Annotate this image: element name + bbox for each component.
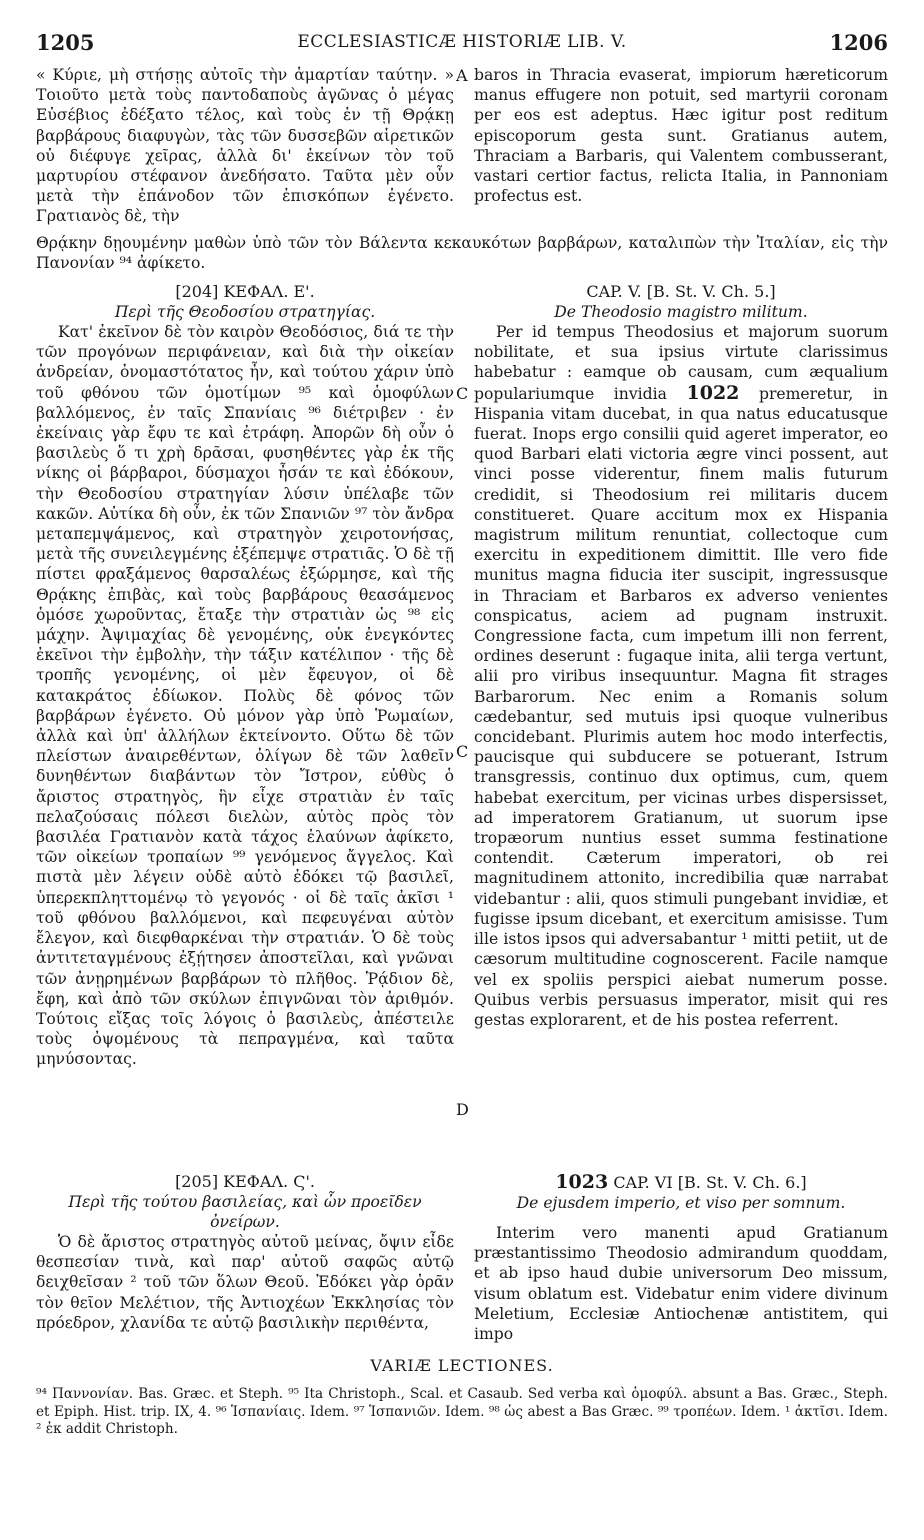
greek-chapter-5 <box>36 282 454 1070</box>
latin-chapter-5-text-a: Per id tempus Theodosius et majorum suorum nobilitate, et sua ipsius virtute clarissimus habebatur : eamque ob causam, cum æqualium populariumque invidia <box>474 323 888 403</box>
column-number-1022: 1022 <box>686 381 740 404</box>
latin-chapter-6-text: Interim vero manenti apud Gratianum præstantissimo Theodosio admirandum quoddam, et ab ipso haud dubie universorum Deo missum, visum oblatum est. Videbatur enim videre divinum Meletium, Ecclesiæ Antiochenæ antistitem, qui impo <box>474 1224 888 1344</box>
variae-lectiones-text: ⁹⁴ Παννονίαν. Bas. Græc. et Steph. ⁹⁵ Ita Christoph., Scal. et Casaub. Sed verba καὶ ὁμοφύλ. absunt a Bas. Græc., Steph. et Epiph. Hist. trip. IX, 4. ⁹⁶ Ἱσπανίαις. Idem. ⁹⁷ Ἱσπανιῶν. Idem. ⁹⁸ ὡς abest a Bas Græc. ⁹⁹ τροπέων. Idem. ¹ ἀκτῖσι. Idem. ² ἐκ addit Christoph. <box>36 1386 888 1437</box>
latin-continuation <box>474 65 888 206</box>
margin-marker-c1: C <box>456 384 469 403</box>
greek-chapter-5-heading: [204] ΚΕΦΑΛ. Ε'. <box>175 282 315 301</box>
variae-lectiones-title: VARIÆ LECTIONES. <box>370 1356 554 1375</box>
greek-chapter-6-subtitle: Περὶ τῆς τούτου βασιλείας, καὶ ὧν προεῖδεν ὀνείρων. <box>68 1193 422 1231</box>
margin-marker-a: A <box>456 66 468 85</box>
latin-chapter-5-subtitle: De Theodosio magistro militum. <box>554 303 808 321</box>
margin-marker-c2: C <box>456 742 469 761</box>
greek-chapter-6 <box>36 1172 454 1333</box>
page-number-left: 1205 <box>36 30 95 55</box>
greek-spanning-line: Θρᾴκην δῃουμένην μαθὼν ὑπὸ τῶν τὸν Βάλεντα κεκαυκότων βαρβάρων, καταλιπὼν τὴν Ἰταλίαν, εἰς τὴν Πανονίαν ⁹⁴ ἀφίκετο. <box>36 234 888 273</box>
page-number-right: 1206 <box>829 30 888 55</box>
column-number-1023: 1023 <box>555 1171 609 1193</box>
greek-continuation-text: « Κύριε, μὴ στήσῃς αὐτοῖς τὴν ἁμαρτίαν ταύτην. » Τοιοῦτο μετὰ τοὺς παντοδαποὺς ἀγῶνας ὁ μέγας Εὐσέβιος ἐδέξατο τέλος, καὶ τοὺς ἐν τῇ Θρᾴκῃ βαρβάρους διαφυγὼν, τὰς τῶν δυσσεβῶν αἱρετικῶν οὐ διέφυγε χεῖρας, ἀλλὰ δι' ἐκείνων τὸν τοῦ μαρτυρίου στέφανον ἀνεδήσατο. Ταῦτα μὲν οὖν μετὰ τὴν ἐπάνοδον τῶν ἐπισκόπων ἐγένετο. Γρατιανὸς δὲ, τὴν <box>36 66 454 226</box>
greek-chapter-5-subtitle: Περὶ τῆς Θεοδοσίου στρατηγίας. <box>114 303 376 321</box>
latin-chapter-5 <box>474 282 888 1030</box>
latin-chapter-5-heading: CAP. V. [B. St. V. Ch. 5.] <box>586 282 776 301</box>
latin-chapter-6-subtitle: De ejusdem imperio, et viso per somnum. <box>516 1194 846 1212</box>
page-header <box>36 30 888 58</box>
margin-marker-d: D <box>456 1100 469 1119</box>
greek-continuation <box>36 65 454 227</box>
greek-chapter-5-text: Κατ' ἐκεῖνον δὲ τὸν καιρὸν Θεοδόσιος, διά τε τὴν τῶν προγόνων περιφάνειαν, καὶ διὰ τὴν οἰκείαν ἀνδρείαν, ὀνομαστότατος ἦν, καὶ τούτου χάριν ὑπὸ τοῦ φθόνου τῶν ὁμοτίμων ⁹⁵ καὶ ὁμοφύλων βαλλόμενος, ἐν ταῖς Σπανίαις ⁹⁶ διέτριβεν · ἐν ἐκείναις γὰρ ἔφυ τε καὶ ἐτράφη. Ἀπορῶν δὴ οὖν ὁ βασιλεὺς ὅ τι χρὴ δρᾶσαι, φυσηθέντες γὰρ ἐκ τῆς νίκης οἱ βάρβαροι, δύσμαχοι ἦσάν τε καὶ ἐδόκουν, τὴν Θεοδοσίου στρατηγίαν λύσιν ὑπέλαβε τῶν κακῶν. Αὐτίκα δὴ οὖν, ἐκ τῶν Σπανιῶν ⁹⁷ τὸν ἄνδρα μεταπεμψάμενος, καὶ στρατηγὸν χειροτονήσας, μετὰ τῆς συνειλεγμένης ἐξέπεμψε στρατιᾶς. Ὁ δὲ τῇ πίστει φραξάμενος θαρσαλέως ἐξώρμησε, καὶ τῆς Θρᾴκης ἐπιβὰς, καὶ τοὺς βαρβάρους θεασάμενος ὁμόσε χωροῦντας, ἔταξε τὴν στρατιὰν ὡς ⁹⁸ εἰς μάχην. Ἀψιμαχίας δὲ γενομένης, οὐκ ἐνεγκόντες ἐκεῖνοι τὴν ἐμβολὴν, τὴν τάξιν κατέλιπον · τῆς δὲ τροπῆς γενομένης, οἱ μὲν ἔφευγον, οἱ δὲ κατακράτος ἐδίωκον. Πολὺς δὲ φόνος τῶν βαρβάρων ἐγένετο. Οὐ μόνον γὰρ ὑπὸ Ῥωμαίων, ἀλλὰ καὶ ὑπ' ἀλλήλων ἐκτείνοντο. Οὕτω δὲ τῶν πλείστων ἀναιρεθέντων, ὀλίγων δὲ τῶν λαθεῖν δυνηθέντων διαβάντων τὸν Ἴστρον, εὐθὺς ὁ ἄριστος στρατηγὸς, ἣν εἶχε στρατιὰν ἐν ταῖς πελαζούσαις πόλεσι διελὼν, αὐτὸς πρὸς τὸν βασιλέα Γρατιανὸν κατὰ τάχος ἐλαύνων ἀφίκετο, τῶν οἰκείων τροπαίων ⁹⁹ γενόμενος ἄγγελος. Καὶ πιστὰ μὲν λέγειν οὐδὲ αὐτὸ ἐδόκει τῷ βασιλεῖ, ὑπερεκπληττομένῳ τὸ γεγονός · οἱ δὲ ταῖς ἀκῖσι ¹ τοῦ φθόνου βαλλόμενοι, καὶ πεφευγέναι αὐτὸν ἔλεγον, καὶ διεφθαρκέναι τὴν στρατιάν. Ὁ δὲ τοὺς ἀντιτεταγμένους ἐξῄτησεν ἀποστεῖλαι, καὶ γνῶναι τῶν ἀνῃρημένων βαρβάρων τὸ πλῆθος. Ῥᾴδιον δὲ, ἔφη, καὶ ἀπὸ τῶν σκύλων ἐπιγνῶναι τὸν ἀριθμόν. Τούτοις εἴξας τοῖς λόγοις ὁ βασιλεὺς, ἀπέστειλε τοὺς ὀψομένους τὰ πεπραγμένα, καὶ ταῦτα μηνύσοντας. <box>36 323 454 1069</box>
variae-lectiones <box>36 1386 888 1439</box>
latin-chapter-5-text <box>474 322 888 1030</box>
greek-chapter-6-heading: [205] ΚΕΦΑΛ. Ϛ'. <box>175 1172 315 1191</box>
latin-chapter-6 <box>474 1172 888 1344</box>
greek-chapter-6-text: Ὁ δὲ ἄριστος στρατηγὸς αὐτοῦ μείνας, ὄψιν εἶδε θεσπεσίαν τινὰ, καὶ παρ' αὐτοῦ σαφῶς αὐτῷ δειχθεῖσαν ² τοῦ τῶν ὅλων Θεοῦ. Ἐδόκει γὰρ ὁρᾶν τὸν θεῖον Μελέτιον, τῆς Ἀντιοχέων Ἐκκλησίας τὸν πρόεδρον, χλανίδα τε αὐτῷ βασιλικὴν περιθέντα, <box>36 1233 454 1332</box>
running-title: ECCLESIASTICÆ HISTORIÆ LIB. V. <box>297 32 627 52</box>
latin-chapter-6-heading-text: CAP. VI [B. St. V. Ch. 6.] <box>613 1173 807 1192</box>
latin-continuation-text: baros in Thracia evaserat, impiorum hæreticorum manus effugere non potuit, sed martyrii coronam per eos est adeptus. Hæc igitur post reditum episcoporum gesta sunt. Gratianus autem, Thraciam a Barbaris, qui Valentem combusserant, vastari certior factus, relicta Italia, in Pannoniam profectus est. <box>474 66 888 206</box>
latin-chapter-5-text-b: premeretur, in Hispania vitam ducebat, in qua natus educatusque fuerat. Inops ergo consilii quid ageret imperator, eo quod Barbari elati victoria ægre vinci possent, aut vinci posse viderentur, finem malis futurum credidit, si Theodosium rei militaris ducem constitueret. Quare accitum mox ex Hispania magistrum militum renuntiat, collectoque cum exercitu in expeditionem dimittit. Ille vero fide munitus magna fiducia iter suscipit, ingressusque in Thraciam et Barbaros ex adverso venientes conspicatus, aciem ad pugnam instruxit. Congressione facta, cum impetum illi non ferrent, ordines deserunt : fugaque inita, alii terga vertunt, alii pro viribus insequuntur. Magna fit strages Barbarorum. Nec enim a Romanis solum cædebantur, sed mutuis ipsi quoque vulneribus concidebant. Plurimis autem hoc modo interfectis, paucisque qui subducere se potuerant, Istrum transgressis, continuo dux optimus, cum, quem habebat exercitum, per vicinas urbes dispersisset, ad imperatorem Gratianum, ut suorum ipse tropæorum nuntius esset summa festinatione contendit. Cæterum imperatori, ob rei magnitudinem attonito, incredibilia quæ narrabat videbantur : alii, quos stimuli pungebant invidiæ, et fugisse ipsum dicebant, et exercitum amisisse. Tum ille istos ipsos qui adversabantur ¹ mitti petiit, ut de cæsorum multitudine cognoscerent. Facile namque vel ex spoliis perspici aiebat numerum posse. Quibus verbis persuasus imperator, misit qui res gestas explorarent, et de his postea referrent. <box>474 384 888 1029</box>
latin-chapter-6-heading <box>474 1172 888 1193</box>
